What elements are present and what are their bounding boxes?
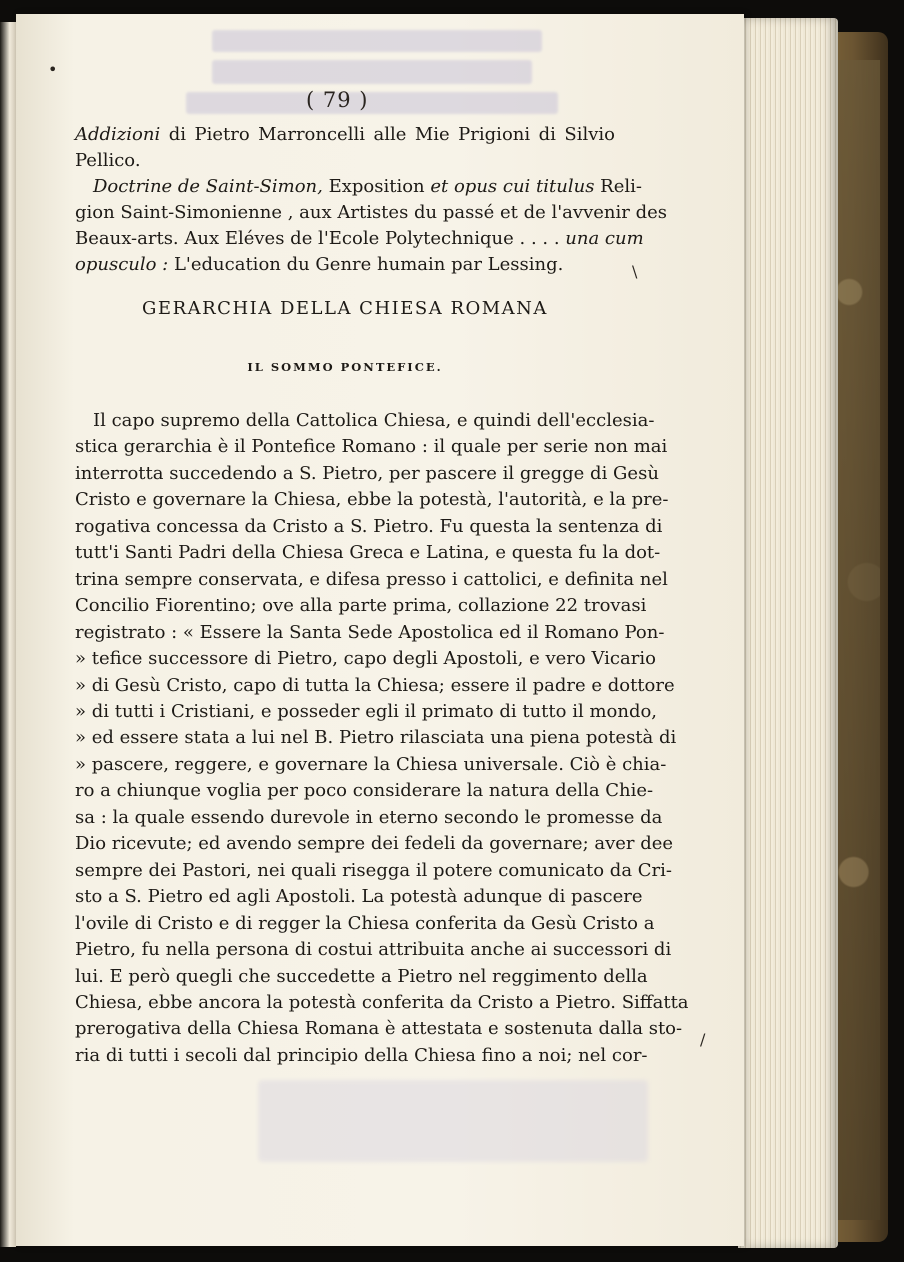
previous-page-edge: [0, 22, 16, 1247]
body-line: Dio ricevute; ed avendo sempre dei fedeli da governare; aver dee: [75, 833, 674, 855]
body-line: sto a S. Pietro ed agli Apostoli. La potestà adunque di pascere: [75, 886, 643, 908]
body-line: interrotta succedendo a S. Pietro, per pascere il gregge di Gesù: [75, 462, 659, 484]
body-line: registrato : « Essere la Santa Sede Apostolica ed il Romano Pon-: [75, 621, 665, 643]
margin-mark: •: [48, 60, 58, 79]
italic-text: Addizioni: [75, 124, 161, 145]
intro-line: [75, 174, 642, 200]
body-line: Cristo e governare la Chiesa, ebbe la potestà, l'autorità, e la pre-: [75, 489, 669, 511]
library-stamp-top: [186, 92, 558, 114]
body-line: tutt'i Santi Padri della Chiesa Greca e Latina, e questa fu la dot-: [75, 542, 661, 564]
italic-text: una cum: [565, 228, 644, 249]
text-segment: Exposition: [322, 176, 431, 197]
body-line: Pietro, fu nella persona di costui attribuita anche ai successori di: [75, 939, 672, 961]
intro-line: [75, 122, 615, 148]
body-line: Chiesa, ebbe ancora la potestà conferita da Cristo a Pietro. Siffatta: [75, 991, 689, 1013]
intro-line: [75, 200, 667, 226]
intro-line: [75, 148, 615, 174]
body-line: Concilio Fiorentino; ove alla parte prima, collazione 22 trovasi: [75, 595, 647, 617]
library-stamp-top: [212, 30, 542, 52]
intro-line: [75, 226, 644, 252]
body-line: rogativa concessa da Cristo a S. Pietro. Fu questa la sentenza di: [75, 515, 663, 537]
bibliography-entries: [75, 122, 667, 278]
text-segment: gion Saint-Simonienne , aux Artistes du passé et de l'avvenir des: [75, 202, 667, 223]
italic-text: Doctrine de Saint-Simon,: [93, 176, 323, 197]
italic-text: et opus cui titulus: [430, 176, 595, 197]
text-segment: L'education du Genre humain par Lessing.: [168, 254, 564, 275]
body-line: ria di tutti i secoli dal principio della Chiesa fino a noi; nel cor-: [75, 1044, 648, 1066]
margin-mark: \: [632, 262, 638, 281]
body-line: trina sempre conservata, e difesa presso i cattolici, e definita nel: [75, 568, 668, 590]
italic-text: opusculo :: [75, 254, 169, 275]
margin-mark: /: [700, 1030, 706, 1049]
body-line: sempre dei Pastori, nei quali risegga il potere comunicato da Cri-: [75, 859, 672, 881]
page-stack-edges: [738, 18, 838, 1248]
body-line: stica gerarchia è il Pontefice Romano : il quale per serie non mai: [75, 436, 668, 458]
body-line: sa : la quale essendo durevole in eterno secondo le promesse da: [75, 806, 663, 828]
text-segment: Reli-: [594, 176, 642, 197]
page-number: ( 79 ): [306, 88, 369, 112]
library-stamp-top: [212, 60, 532, 84]
section-title: GERARCHIA DELLA CHIESA ROMANA: [142, 298, 548, 319]
body-line: Il capo supremo della Cattolica Chiesa, e quindi dell'ecclesia-: [93, 410, 655, 431]
text-segment: Pellico.: [75, 150, 141, 171]
body-line: » di tutti i Cristiani, e posseder egli il primato di tutto il mondo,: [75, 700, 658, 722]
body-line: prerogativa della Chiesa Romana è attestata e sostenuta dalla sto-: [75, 1018, 683, 1040]
body-text: [75, 408, 689, 1069]
library-stamp-bottom: [258, 1080, 648, 1162]
body-line: ro a chiunque voglia per poco considerare la natura della Chie-: [75, 780, 654, 802]
text-segment: di Pietro Marroncelli alle Mie Prigioni di Silvio: [160, 124, 615, 145]
body-line: » di Gesù Cristo, capo di tutta la Chiesa; essere il padre e dottore: [75, 674, 675, 696]
body-line: » tefice successore di Pietro, capo degli Apostoli, e vero Vicario: [75, 648, 656, 670]
body-line: lui. E però quegli che succedette a Pietro nel reggimento della: [75, 965, 648, 987]
marbled-cover-pattern: [836, 60, 880, 1220]
body-line: l'ovile di Cristo e di regger la Chiesa conferita da Gesù Cristo a: [75, 912, 655, 934]
intro-line: [75, 252, 615, 278]
body-line: » ed essere stata a lui nel B. Pietro rilasciata una piena potestà di: [75, 727, 677, 749]
subsection-title: IL SOMMO PONTEFICE.: [247, 360, 443, 374]
body-line: » pascere, reggere, e governare la Chiesa universale. Ciò è chia-: [75, 753, 667, 775]
text-segment: Beaux-arts. Aux Eléves de l'Ecole Polytechnique . . . .: [75, 228, 566, 249]
